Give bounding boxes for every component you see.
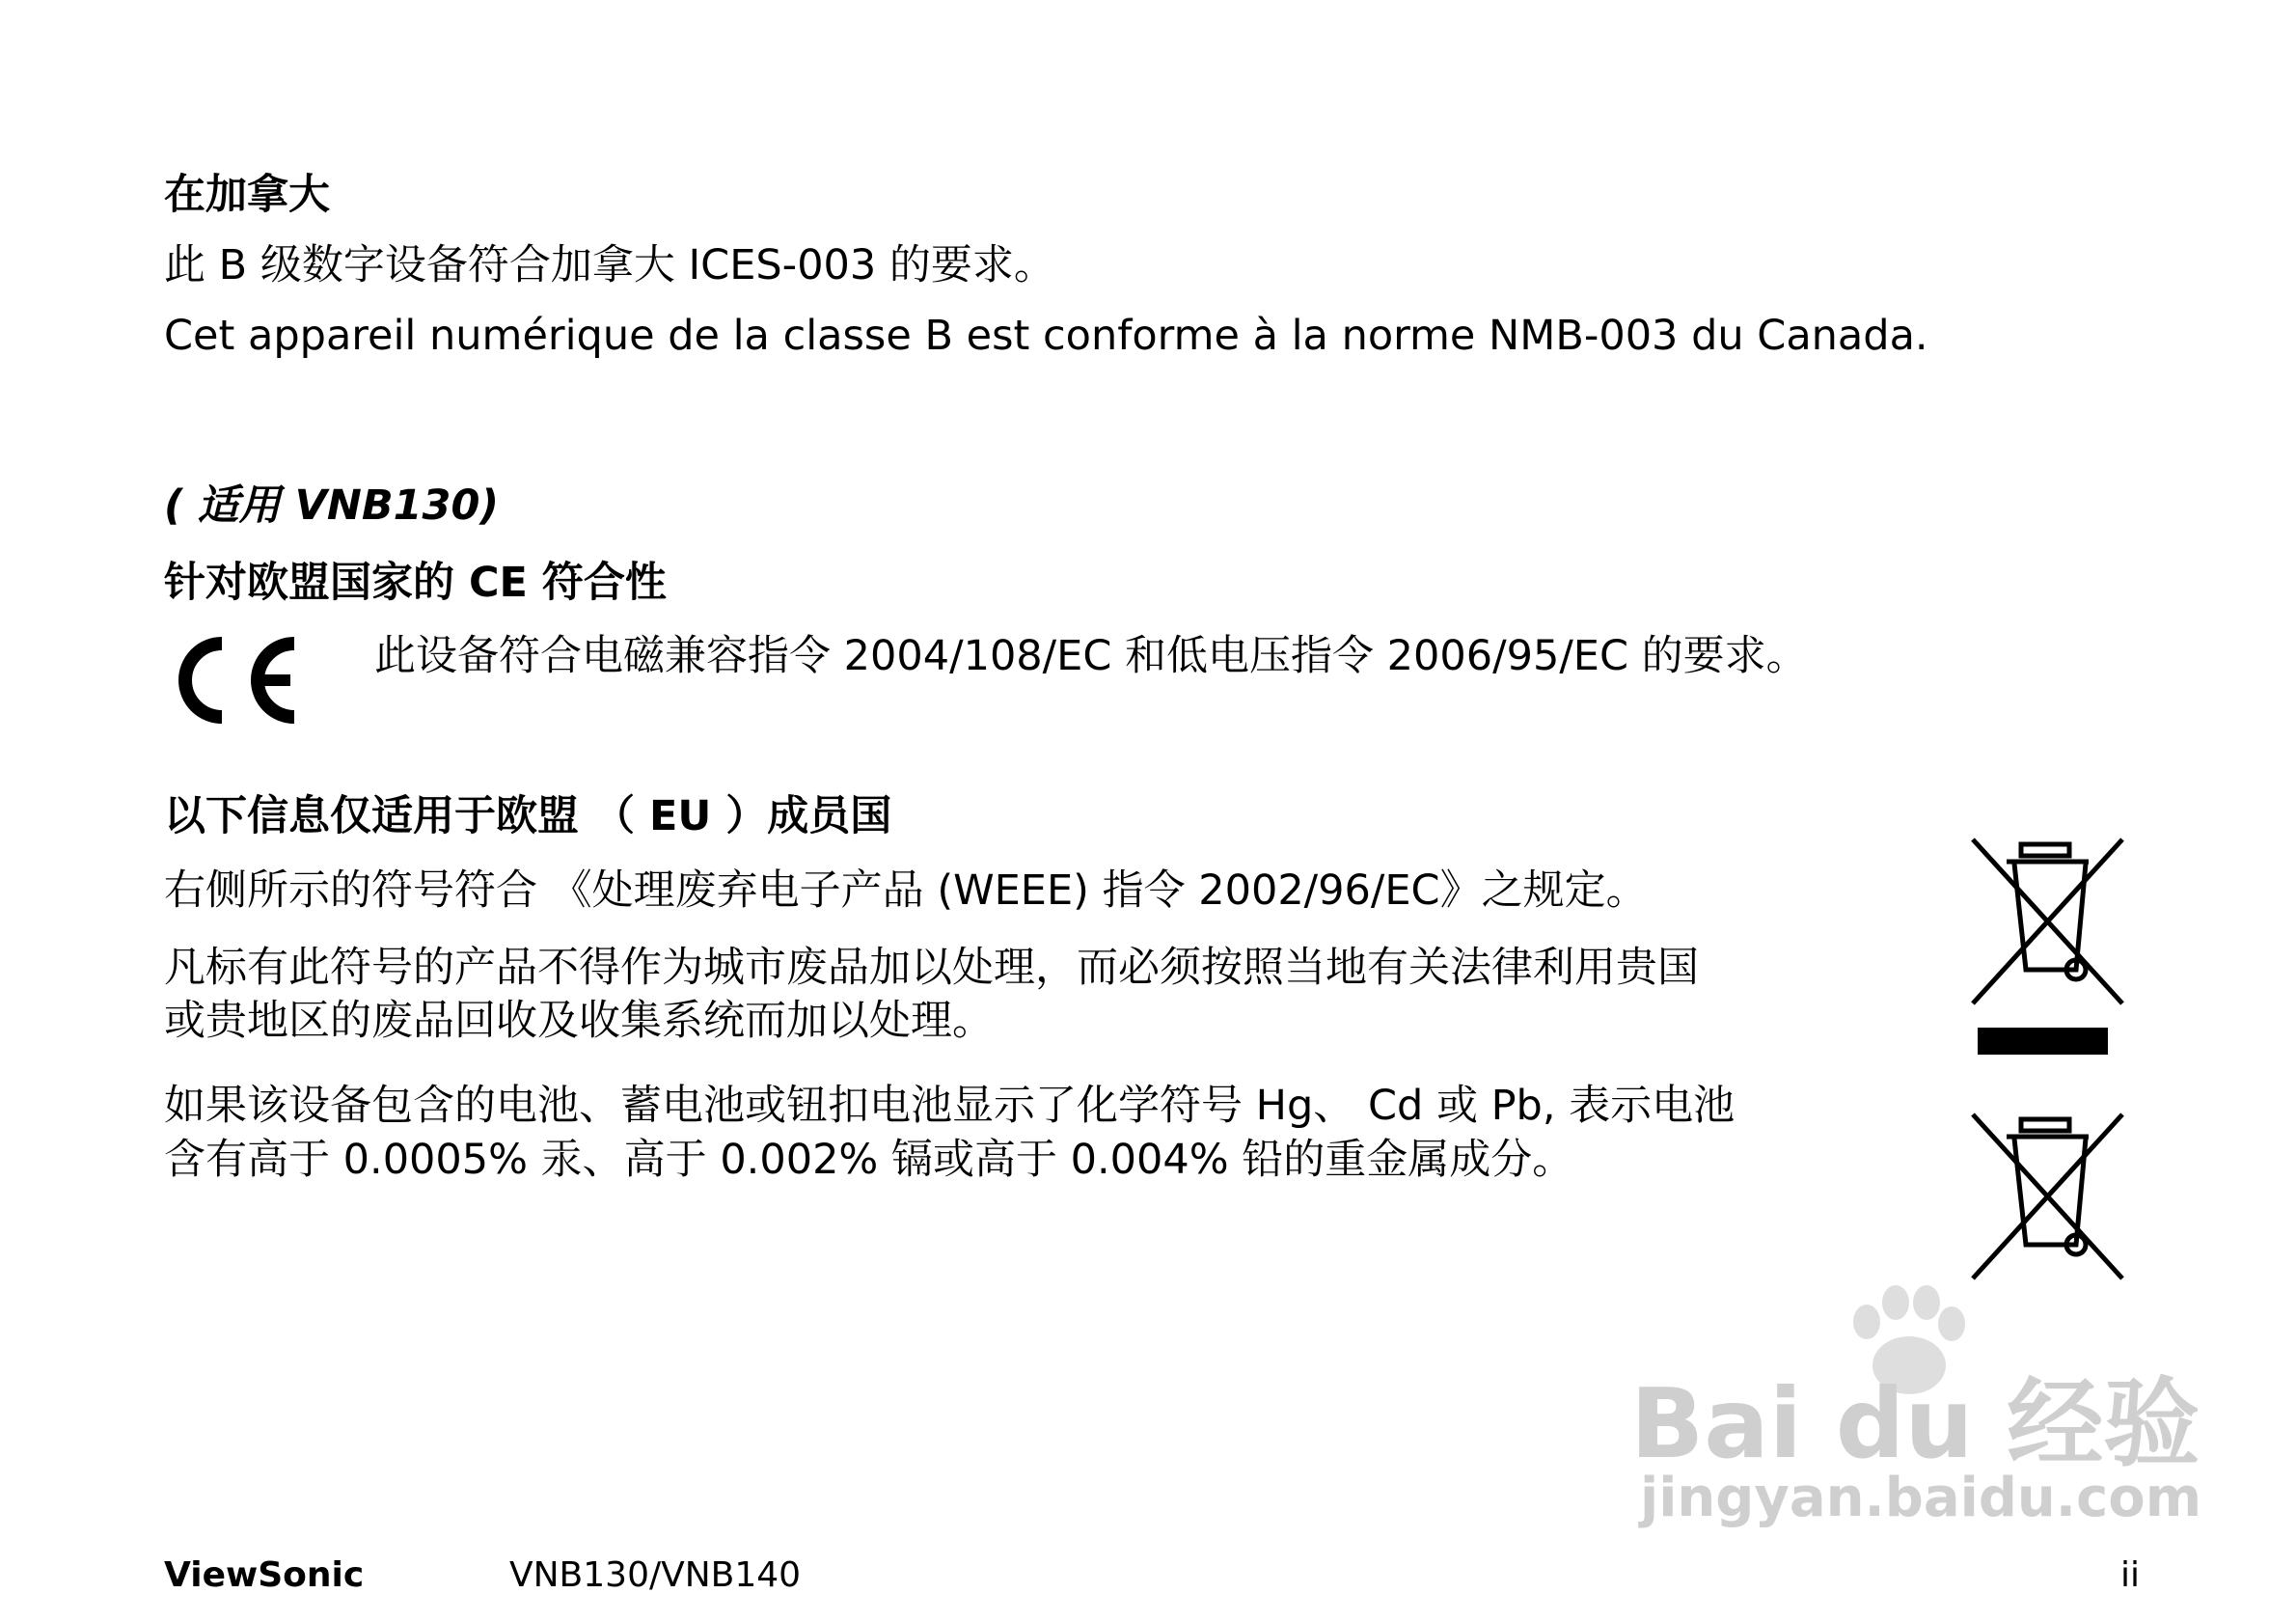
weee-paragraph-2-line2: 或贵地区的废品回收及收集系统而加以处理。	[164, 997, 994, 1045]
footer-page-number: ii	[2120, 1555, 2141, 1595]
footer-brand: ViewSonic	[164, 1555, 365, 1595]
canada-line-fr: Cet appareil numérique de la classe B est conforme à la norme NMB-003 du Canada.	[164, 312, 1928, 360]
battery-paragraph-line2: 含有高于 0.0005% 汞、高于 0.002% 镉或高于 0.004% 铅的重金属成分。	[164, 1136, 1574, 1184]
applies-note: ( 适用 VNB130)	[164, 481, 500, 530]
weee-bin-icon	[1968, 835, 2132, 1008]
weee-underline-bar	[1978, 1028, 2108, 1055]
canada-line-cn: 此 B 级数字设备符合加拿大 ICES-003 的要求。	[164, 241, 1055, 289]
footer-model: VNB130/VNB140	[509, 1555, 802, 1595]
ce-text: 此设备符合电磁兼容指令 2004/108/EC 和低电压指令 2006/95/EC 的要求。	[374, 632, 1808, 680]
weee-paragraph-2-line1: 凡标有此符号的产品不得作为城市废品加以处理，而必须按照当地有关法律利用贵国	[164, 944, 1699, 992]
weee-battery-bin-icon	[1968, 1110, 2132, 1283]
watermark-url: jingyan.baidu.com	[1640, 1467, 2202, 1529]
eu-info-heading: 以下信息仅适用于欧盟 （ EU ）成员国	[164, 792, 892, 840]
weee-paragraph-1: 右侧所示的符号符合 《处理废弃电子产品 (WEEE) 指令 2002/96/EC》之规定。	[164, 866, 1648, 915]
battery-paragraph-line1: 如果该设备包含的电池、蓄电池或钮扣电池显示了化学符号 Hg、 Cd 或 Pb, 表示电池	[164, 1082, 1736, 1130]
canada-heading: 在加拿大	[164, 171, 330, 219]
ce-heading: 针对欧盟国家的 CE 符合性	[164, 559, 667, 607]
watermark-brand: Bai du 经验	[1630, 1367, 2200, 1480]
ce-mark-icon	[169, 632, 304, 728]
